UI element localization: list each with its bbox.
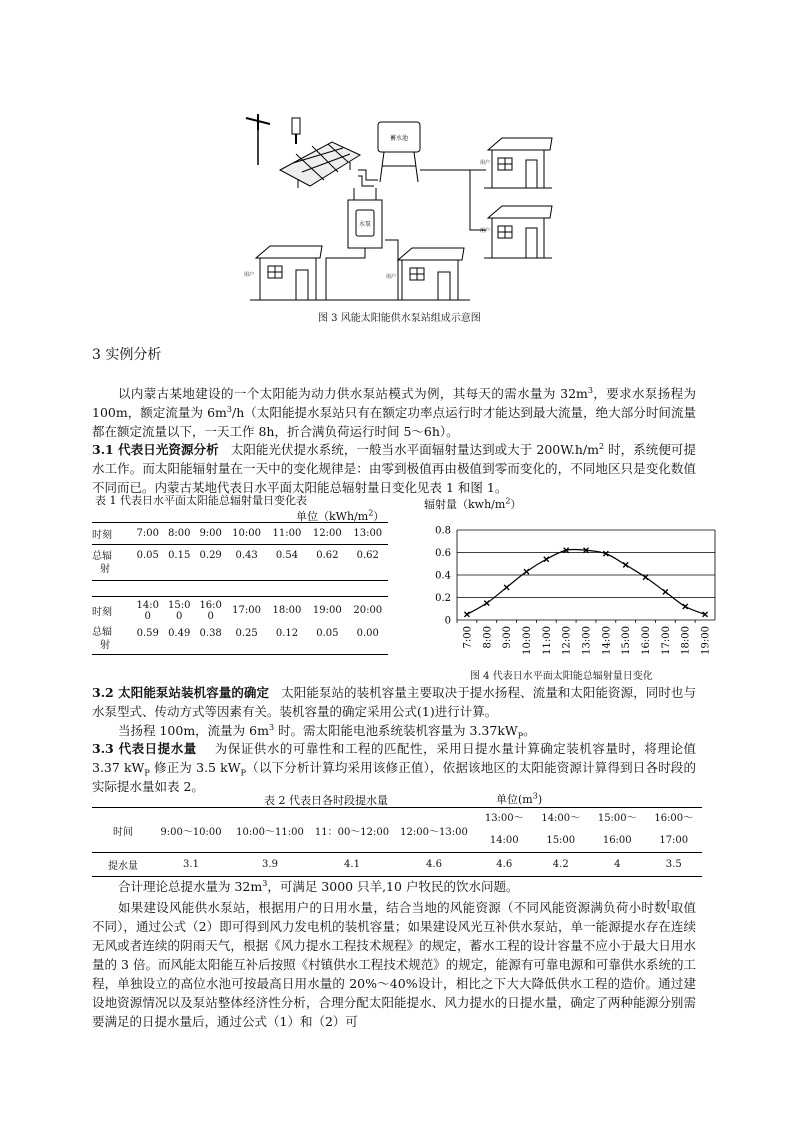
chart-y-ticks bbox=[435, 526, 451, 627]
t1-top-value: 0.29 bbox=[199, 550, 222, 561]
t1-top-time: 9:00 bbox=[199, 528, 222, 539]
x-tick-label: 7:00 bbox=[462, 626, 474, 649]
chart-grid bbox=[457, 530, 715, 620]
t1-bot-value: 0.12 bbox=[275, 627, 299, 639]
s33-text-2: 修正为 3.5 kW bbox=[149, 760, 241, 775]
table1-unit-prefix: 单位（kWh/m bbox=[296, 510, 369, 523]
s32-heading: 3.2 太阳能泵站装机容量的确定 bbox=[92, 685, 270, 700]
s32-paragraph-2 bbox=[92, 721, 696, 740]
x-tick-label: 18:00 bbox=[680, 626, 692, 655]
data-point-marker bbox=[623, 562, 628, 567]
y-tick-label: 0.6 bbox=[435, 548, 451, 559]
t1-bot-time bbox=[132, 597, 163, 625]
x-tick-label: 9:00 bbox=[502, 626, 514, 649]
table1-value-label-2 bbox=[92, 625, 132, 655]
table1-bottom-value-row bbox=[92, 625, 388, 655]
section-title: 3 实例分析 bbox=[92, 347, 162, 363]
t1-top-time: 12:00 bbox=[312, 528, 342, 539]
t1-bot-time bbox=[195, 597, 226, 625]
s32-text-2b: 时。需太阳能电池系统装机容量为 3.37kW bbox=[274, 723, 518, 738]
s33-sub-1: P bbox=[144, 768, 150, 778]
t2-period bbox=[533, 808, 590, 853]
chart-x-ticks bbox=[457, 620, 712, 655]
s33-text-1: 为保证供水的可靠性和工程的匹配性，采用日提水量计算确定装机容量时，将理论值 3.37 kW bbox=[92, 741, 696, 775]
table2-value-row bbox=[92, 853, 702, 877]
intro-text-1: 以内蒙古某地建设的一个太阳能为动力供水泵站模式为例，其每天的需水量为 32m bbox=[118, 386, 588, 401]
x-tick-label: 12:00 bbox=[561, 626, 573, 655]
t1-top-time: 8:00 bbox=[167, 528, 191, 539]
y-tick-label: 0 bbox=[444, 615, 451, 627]
t1-top-time: 10:00 bbox=[232, 528, 261, 539]
t1-bot-value: 0.49 bbox=[168, 627, 191, 639]
fig4-ylabel-suffix: ） bbox=[510, 498, 522, 511]
t1-val-label-1: 总辐 bbox=[92, 627, 112, 639]
series-line bbox=[467, 549, 705, 614]
t2-period: 12:00～13:00 bbox=[400, 826, 468, 838]
t1-bot-time: 19:00 bbox=[312, 605, 342, 617]
fig4-ylabel-sup: 2 bbox=[505, 496, 511, 506]
t1-bot-time: 17:00 bbox=[232, 605, 261, 617]
figure3-caption: 图 3 风能太阳能供水泵站组成示意图 bbox=[318, 313, 481, 324]
x-tick-label: 15:00 bbox=[621, 626, 633, 655]
s33-text-3: （以下分析计算均采用该修正值），依据该地区的太阳能资源计算得到日各时段的实际提水量如表 2。 bbox=[92, 760, 696, 794]
t1-top-value: 0.43 bbox=[235, 550, 258, 561]
t1-top-value: 0.15 bbox=[168, 550, 191, 561]
s31-heading: 3.1 代表日光资源分析 bbox=[92, 442, 219, 457]
t1-top-value: 0.54 bbox=[275, 550, 299, 561]
s32-text-1: 太阳能泵站的装机容量主要取决于提水扬程、流量和太阳能资源，同时也与水泵型式、传动方式等因素有关。装机容量的确定采用公式(1)进行计算。 bbox=[92, 685, 696, 719]
figure4-caption: 图 4 代表日水平面太阳能总辐射量日变化 bbox=[470, 671, 653, 682]
citation-mark: [ bbox=[666, 900, 671, 910]
y-tick-label: 0.2 bbox=[435, 593, 451, 604]
table1-time-label-2: 时刻 bbox=[92, 607, 112, 619]
x-tick-label: 19:00 bbox=[700, 626, 712, 655]
t2-period bbox=[476, 808, 533, 853]
s32-sub: P bbox=[517, 731, 524, 741]
t1-bot-time-a: 15:0 bbox=[167, 599, 191, 611]
t2-period: 10:00～11:00 bbox=[236, 826, 304, 838]
t2-value: 4.6 bbox=[426, 859, 442, 870]
t1-bot-value: 0.00 bbox=[356, 627, 379, 639]
t2-period-a: 13:00～ bbox=[484, 813, 524, 824]
table1-bottom-time-row bbox=[92, 597, 388, 625]
chart-markers bbox=[464, 548, 707, 617]
t1-val-label-1: 总辐 bbox=[92, 550, 112, 562]
t1-bot-value: 0.05 bbox=[316, 627, 339, 639]
y-tick-label: 0.8 bbox=[435, 525, 451, 537]
t1-top-value: 0.62 bbox=[316, 550, 339, 561]
t2-period: 11：00～12:00 bbox=[314, 826, 390, 838]
t2-value: 4 bbox=[614, 859, 621, 870]
table1-unit-suffix: ） bbox=[373, 510, 385, 523]
x-tick-label: 17:00 bbox=[660, 626, 672, 655]
s33-paragraph bbox=[92, 739, 696, 796]
closing-sup: 3 bbox=[262, 878, 268, 888]
s32-sup: 3 bbox=[268, 722, 275, 732]
t2-period: 9:00～10:00 bbox=[160, 826, 222, 838]
t1-top-time: 13:00 bbox=[353, 528, 383, 539]
data-point-marker bbox=[683, 604, 688, 609]
t1-val-label-2: 射 bbox=[100, 563, 110, 575]
table1-unit-sup: 2 bbox=[368, 508, 374, 518]
t2-period-b: 15:00 bbox=[546, 835, 576, 846]
t1-bot-value: 0.59 bbox=[136, 627, 159, 639]
x-tick-label: 8:00 bbox=[482, 626, 494, 649]
data-point-marker bbox=[504, 585, 509, 590]
y-tick-label: 0.4 bbox=[435, 570, 451, 582]
s31-text-2: 时，系统便可提水工作。而太阳能辐射量在一天中的变化规律是：由零到极值再由极值到零而变化的，不同地区只是变化数值不同而已。内蒙古某地代表日水平面太阳能总辐射量日变化见表 1 和图 1。 bbox=[92, 442, 696, 495]
user-label-bottom-left: 用户 bbox=[244, 272, 255, 278]
s31-sup: 2 bbox=[598, 441, 605, 451]
t2-period-a: 14:00～ bbox=[541, 813, 581, 824]
data-point-marker bbox=[544, 557, 549, 562]
t1-bot-value: 0.38 bbox=[199, 627, 222, 639]
table2-unit-prefix: 单位(m bbox=[496, 793, 533, 806]
table2-time-label: 时间 bbox=[113, 826, 133, 838]
intro-text-3: /h（太阳能提水泵站只有在额定功率点运行时才能达到最大流量，绝大部分时间流量都在额定流量以下，一天工作 8h，折合满负荷运行时间 5～6h）。 bbox=[92, 405, 696, 439]
figure3-diagram bbox=[240, 110, 560, 310]
x-tick-label: 14:00 bbox=[601, 626, 613, 655]
closing-text-2b: 取值不同），通过公式（2）即可得到风力发电机的装机容量；如果建设风光互补供水泵站，单一能源提水存在连续无风或者连续的阴雨天气，根据《风力提水工程技术规程》的规定，蓄水工程的设计容量不应小于最大日用水量的 3 倍。而风能太阳能互补后按照《村镇供水工程技术规范》的规定，能源有可靠电源和可靠供水系统的工程，单独设立的高位水池可按最高日用水量的 20%～40%设计，相比之下大大降低供水工程的造价。通过建设地资源情况以及泵站整体经济性分析，合理分配太阳能提水、风力提水的日提水量，确定了两种能源分别需要满足的日提水量后，通过公式（1）和（2）可 bbox=[92, 900, 696, 1030]
s31-paragraph bbox=[92, 440, 696, 497]
t2-value: 4.6 bbox=[496, 859, 513, 870]
t1-top-time: 11:00 bbox=[272, 528, 302, 539]
t1-bot-time-a: 14:0 bbox=[136, 599, 159, 611]
user-label-bottom-mid: 用户 bbox=[386, 274, 397, 280]
user-label-mid-right: 用户 bbox=[480, 228, 491, 234]
t1-top-value: 0.05 bbox=[136, 550, 159, 561]
table1-bottom bbox=[92, 596, 388, 655]
t2-period-a: 16:00～ bbox=[654, 813, 694, 824]
closing-text-2: 如果建设风能供水泵站，根据用户的日用水量，结合当地的风能资源（不同风能资源满负荷小时数 bbox=[118, 900, 667, 916]
t1-top-value: 0.62 bbox=[356, 550, 379, 561]
x-tick-label: 13:00 bbox=[581, 626, 593, 655]
table2-unit-sup: 3 bbox=[532, 791, 538, 801]
table1-top-time-row bbox=[92, 523, 388, 545]
table1-value-label bbox=[92, 545, 132, 581]
closing-text-1a: 合计理论总提水量为 32m bbox=[118, 879, 263, 894]
s33-sub-2: P bbox=[240, 768, 246, 778]
intro-text-2: ，要求水泵扬程为 100m，额定流量为 6m bbox=[92, 386, 696, 420]
t1-bot-time: 20:00 bbox=[353, 605, 383, 617]
table1-caption: 表 1 代表日水平面太阳能总辐射量日变化表 bbox=[95, 494, 307, 507]
closing-paragraph-2 bbox=[92, 896, 696, 1031]
t2-period-b: 14:00 bbox=[489, 835, 519, 846]
intro-sup-2: 3 bbox=[226, 404, 232, 414]
t2-period bbox=[589, 808, 646, 853]
user-label-top-right: 用户 bbox=[480, 160, 491, 166]
table2-caption: 表 2 代表日各时段提水量 bbox=[264, 794, 388, 807]
table1-top-value-row bbox=[92, 545, 388, 581]
table2-time-row bbox=[92, 808, 702, 853]
x-tick-label: 10:00 bbox=[521, 626, 533, 655]
figure4-chart bbox=[425, 520, 725, 660]
closing-text-1b: ，可满足 3000 只羊,10 户牧民的饮水问题。 bbox=[267, 879, 519, 894]
data-point-marker bbox=[663, 589, 668, 594]
t2-period-b: 17:00 bbox=[659, 835, 689, 846]
t1-top-time: 7:00 bbox=[136, 528, 159, 539]
s33-heading: 3.3 代表日提水量 bbox=[92, 741, 197, 756]
t1-bot-time-b: 0 bbox=[207, 610, 214, 622]
data-point-marker bbox=[464, 612, 469, 617]
t1-bot-value: 0.25 bbox=[235, 627, 258, 639]
t2-value: 3.1 bbox=[183, 859, 199, 870]
table2-unit bbox=[496, 791, 542, 807]
table2-value-label: 提水量 bbox=[108, 861, 138, 872]
t2-period bbox=[646, 808, 703, 853]
data-point-marker bbox=[524, 569, 529, 574]
t2-value: 4.1 bbox=[344, 859, 360, 870]
t1-bot-time-b: 0 bbox=[176, 610, 183, 622]
x-tick-label: 11:00 bbox=[541, 626, 553, 655]
s32-paragraph bbox=[92, 683, 696, 721]
t1-bot-time: 18:00 bbox=[272, 605, 302, 617]
data-point-marker bbox=[643, 575, 648, 580]
t2-value: 3.5 bbox=[665, 859, 682, 870]
table1-top bbox=[92, 522, 388, 581]
s32-text-2a: 当扬程 100m，流量为 6m bbox=[118, 723, 269, 738]
t2-period-a: 15:00～ bbox=[597, 813, 637, 824]
table2-unit-suffix: ) bbox=[537, 793, 543, 806]
t1-val-label-2: 射 bbox=[100, 640, 110, 652]
fig4-ylabel-prefix: 辐射量（kwh/m bbox=[424, 498, 506, 511]
table2 bbox=[92, 807, 702, 877]
t1-bot-time-b: 0 bbox=[144, 610, 151, 622]
t2-value: 3.9 bbox=[262, 859, 278, 870]
intro-paragraph bbox=[92, 384, 696, 441]
pump-label: 水泵 bbox=[358, 221, 372, 228]
intro-sup: 3 bbox=[587, 385, 593, 395]
table1-time-label: 时刻 bbox=[92, 530, 112, 541]
data-point-marker bbox=[484, 601, 489, 606]
x-tick-label: 16:00 bbox=[641, 626, 653, 655]
closing-paragraph-1 bbox=[92, 877, 696, 896]
t1-bot-time bbox=[163, 597, 194, 625]
t1-bot-time-a: 16:0 bbox=[199, 599, 222, 611]
tank-label: 蓄水池 bbox=[389, 135, 409, 142]
s32-text-2c: 。 bbox=[523, 723, 536, 738]
s31-text-1: 太阳能光伏提水系统，一般当水平面辐射量达到或大于 200W.h/m bbox=[230, 442, 599, 457]
figure4-ylabel bbox=[424, 496, 521, 512]
t2-value: 4.2 bbox=[552, 859, 569, 870]
t2-period-b: 16:00 bbox=[602, 835, 632, 846]
